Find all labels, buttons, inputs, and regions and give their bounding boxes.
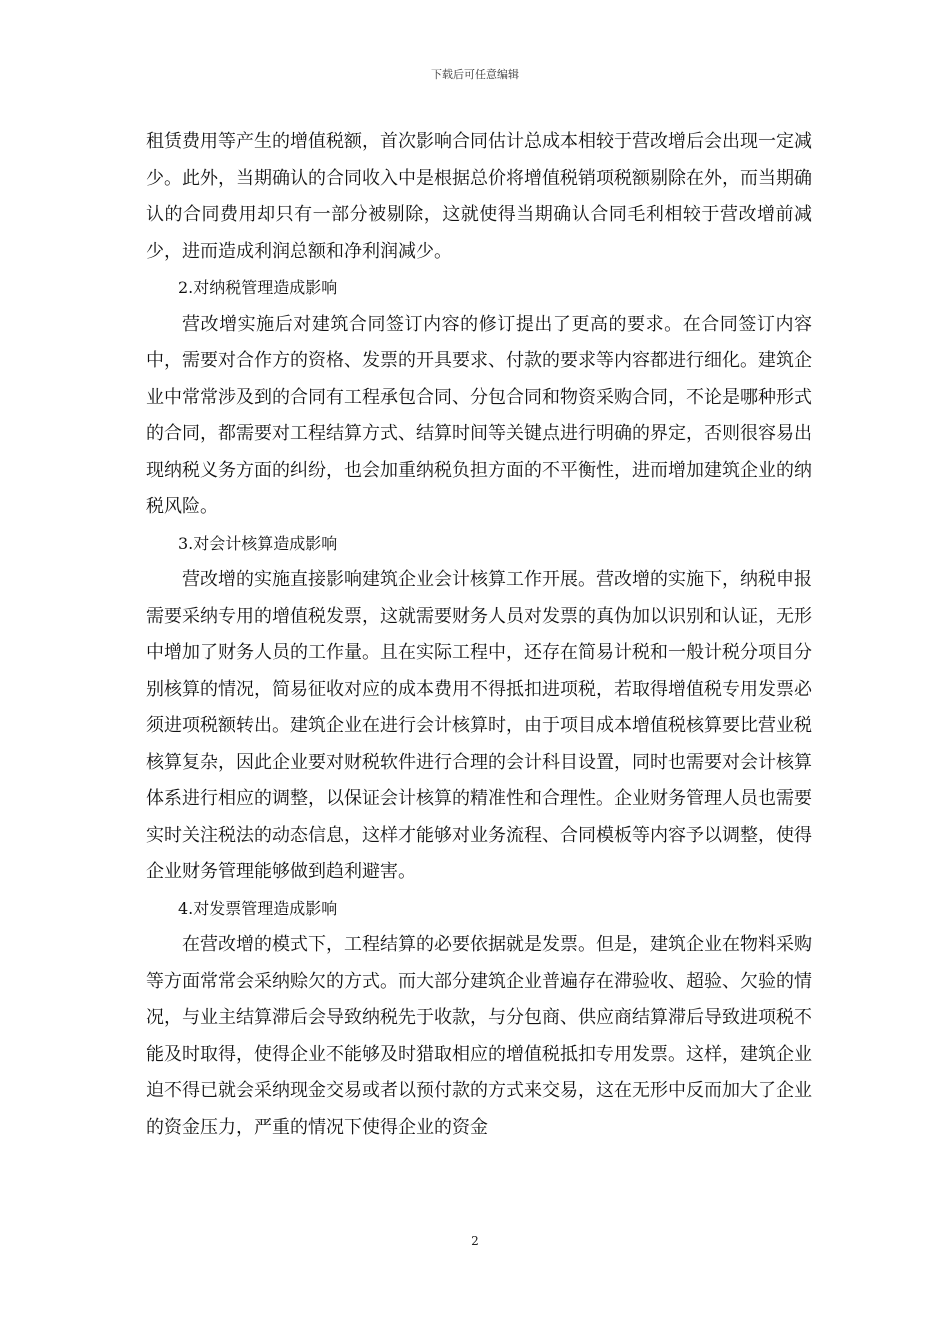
paragraph-continued: 租赁费用等产生的增值税额，首次影响合同估计总成本相较于营改增后会出现一定减少。此外，当期确认的合同收入中是根据总价将增值税销项税额剔除在外，而当期确认的合同费用却只有一部分被剔除，这就使得当期确认合同毛利相较于营改增前减少，进而造成利润总额和净利润减少。 bbox=[146, 131, 812, 262]
page-number: 2 bbox=[471, 1234, 479, 1248]
section-heading-2: 2.对纳税管理造成影响 bbox=[178, 278, 338, 297]
paragraph-invoice-management: 在营改增的模式下，工程结算的必要依据就是发票。但是，建筑企业在物料采购等方面常常会采纳赊欠的方式。而大部分建筑企业普遍存在滞验收、超验、欠验的情况，与业主结算滞后会导致纳税先于收款，与分包商、供应商结算滞后导致进项税不能及时取得，使得企业不能够及时猎取相应的增值税抵扣专用发票。这样，建筑企业迫不得已就会采纳现金交易或者以预付款的方式来交易，这在无形中反而加大了企业的资金压力，严重的情况下使得企业的资金 bbox=[146, 934, 812, 1138]
paragraph-accounting: 营改增的实施直接影响建筑企业会计核算工作开展。营改增的实施下，纳税申报需要采纳专用的增值税发票，这就需要财务人员对发票的真伪加以识别和认证，无形中增加了财务人员的工作量。且在实际工程中，还存在简易计税和一般计税分项目分别核算的情况，简易征收对应的成本费用不得抵扣进项税，若取得增值税专用发票必须进项税额转出。建筑企业在进行会计核算时，由于项目成本增值税核算要比营业税核算复杂，因此企业要对财税软件进行合理的会计科目设置，同时也需要对会计核算体系进行相应的调整，以保证会计核算的精准性和合理性。企业财务管理人员也需要实时关注税法的动态信息，这样才能够对业务流程、合同模板等内容予以调整，使得企业财务管理能够做到趋利避害。 bbox=[146, 569, 812, 882]
body-text bbox=[146, 124, 812, 1146]
section-heading-4: 4.对发票管理造成影响 bbox=[178, 898, 338, 918]
page-header: 下载后可任意编辑 bbox=[431, 68, 519, 81]
paragraph-tax-management: 营改增实施后对建筑合同签订内容的修订提出了更高的要求。在合同签订内容中，需要对合作方的资格、发票的开具要求、付款的要求等内容都进行细化。建筑企业中常常涉及到的合同有工程承包合同、分包合同和物资采购合同，不论是哪种形式的合同，都需要对工程结算方式、结算时间等关键点进行明确的界定，否则很容易出现纳税义务方面的纠纷，也会加重纳税负担方面的不平衡性，进而增加建筑企业的纳税风险。 bbox=[146, 313, 812, 517]
section-heading-3: 3.对会计核算造成影响 bbox=[178, 533, 338, 553]
